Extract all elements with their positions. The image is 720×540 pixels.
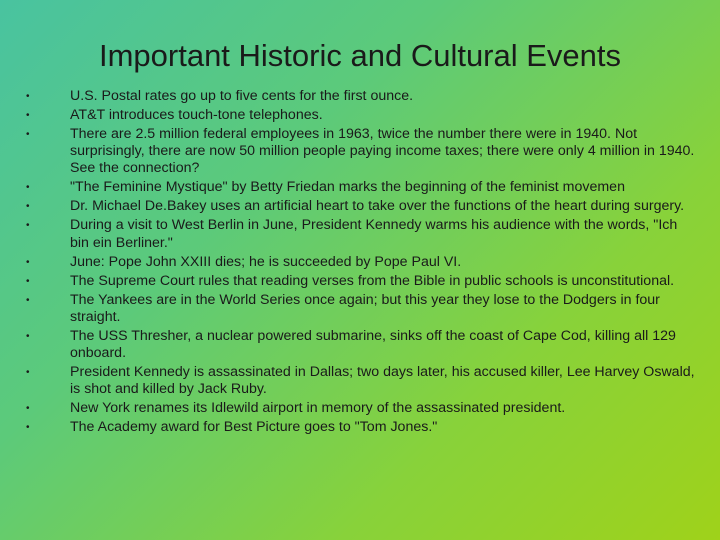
bullet-text: New York renames its Idlewild airport in memory of the assassinated president. xyxy=(70,400,566,417)
bullet-icon: • xyxy=(26,422,30,434)
bullet-text: June: Pope John XXIII dies; he is succeeded by Pope Paul VI. xyxy=(70,253,462,270)
bullet-item xyxy=(26,328,696,362)
bullet-icon: • xyxy=(26,275,30,287)
bullet-icon: • xyxy=(26,110,30,121)
bullet-text: President Kennedy is assassinated in Dallas; two days later, his accused killer, Lee Harvey Oswald, is shot and killed by Jack Ruby. xyxy=(70,364,695,398)
slide-title: Important Historic and Cultural Events xyxy=(98,38,622,73)
bullet-text: U.S. Postal rates go up to five cents for the first ounce. xyxy=(70,88,414,104)
bullet-item xyxy=(26,419,696,436)
bullet-text: The Supreme Court rules that reading verses from the Bible in public schools is unconstitutional. xyxy=(70,272,675,289)
bullet-item xyxy=(26,179,696,196)
bullet-icon: • xyxy=(26,220,30,232)
bullet-icon: • xyxy=(26,403,30,415)
bullet-item xyxy=(26,126,696,178)
bullet-item xyxy=(26,107,696,124)
bullet-item xyxy=(26,254,696,271)
bullet-text: There are 2.5 million federal employees in 1963, twice the number there were in 1940. Not surprisingly, there are now 50 million people paying income taxes; there were only 4 million in 1940. See the connection? xyxy=(70,126,695,177)
bullet-text: The Academy award for Best Picture goes to "Tom Jones." xyxy=(70,419,438,436)
bullet-icon: • xyxy=(26,182,30,194)
bullet-item xyxy=(26,217,696,251)
bullet-item xyxy=(26,364,696,398)
bullet-item xyxy=(26,292,696,326)
bullet-icon: • xyxy=(26,91,30,102)
bullet-item xyxy=(26,400,696,417)
bullet-item xyxy=(26,273,696,290)
bullet-icon: • xyxy=(26,201,30,213)
bullet-icon: • xyxy=(26,129,30,140)
bullet-icon: • xyxy=(26,294,30,306)
bullet-text: The Yankees are in the World Series once again; but this year they lose to the Dodgers in four straight. xyxy=(70,291,660,325)
bullet-icon: • xyxy=(26,367,30,379)
bullet-text: During a visit to West Berlin in June, President Kennedy warms his audience with the words, "Ich bin ein Berliner." xyxy=(70,217,678,251)
bullet-icon: • xyxy=(26,256,30,268)
bullet-item xyxy=(26,88,696,105)
bullet-text: Dr. Michael De.Bakey uses an artificial heart to take over the functions of the heart during surgery. xyxy=(70,198,685,215)
bullet-item xyxy=(26,198,696,215)
bullet-icon: • xyxy=(26,330,30,342)
bullet-list xyxy=(26,88,696,438)
bullet-text: The USS Thresher, a nuclear powered submarine, sinks off the coast of Cape Cod, killing all 129 onboard. xyxy=(70,327,676,362)
bullet-text: AT&T introduces touch-tone telephones. xyxy=(70,107,323,123)
bullet-text: "The Feminine Mystique" by Betty Friedan marks the beginning of the feminist movemen xyxy=(70,179,625,196)
